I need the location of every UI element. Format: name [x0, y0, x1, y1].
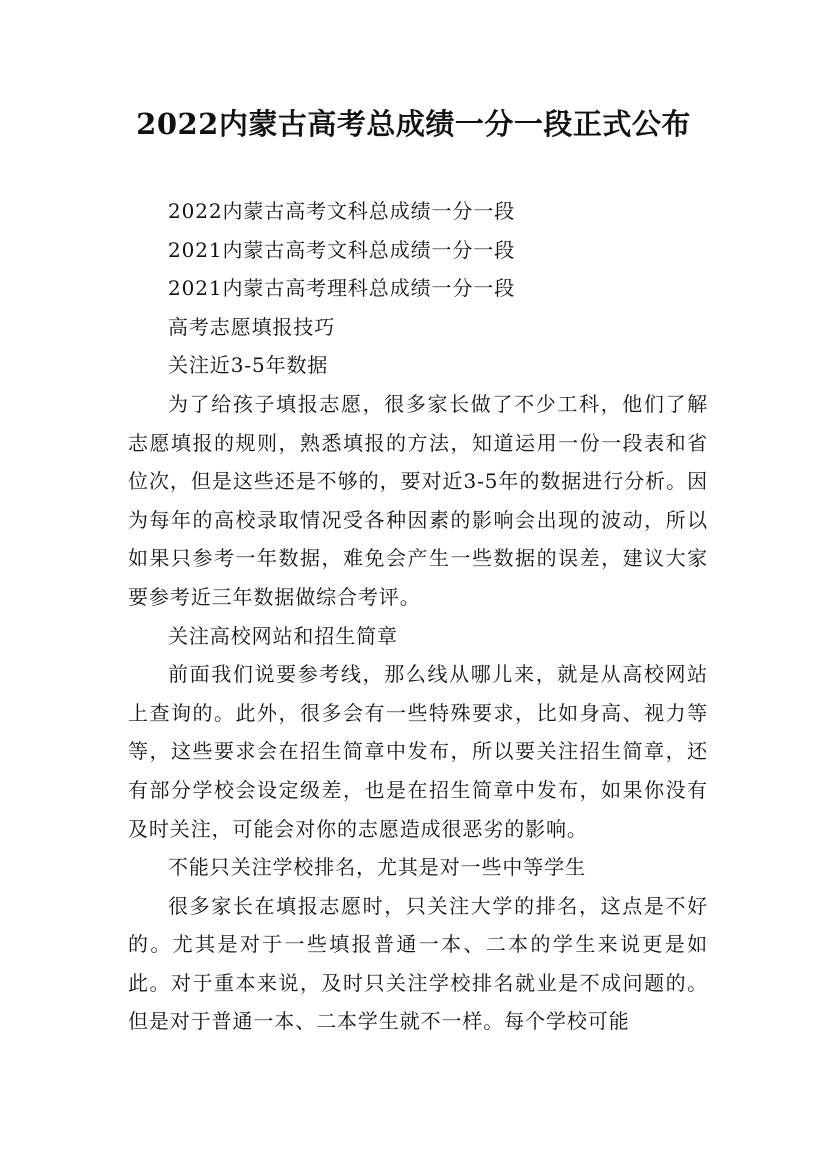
paragraph-university-websites: 前面我们说要参考线，那么线从哪儿来，就是从高校网站上查询的。此外，很多会有一些特殊要求，比如身高、视力等等，这些要求会在招生简章中发布，所以要关注招生简章，还有部分学校会设定级差，也是在招生简章中发布，如果你没有及时关注，可能会对你的志愿造成很恶劣的影响。	[128, 662, 708, 841]
document-body	[128, 192, 708, 1041]
subheading-recent-data: 关注近3-5年数据	[168, 353, 329, 378]
paragraph-link-2021-liberal-arts: 2021内蒙古高考文科总成绩一分一段	[168, 237, 516, 262]
subheading-university-websites: 关注高校网站和招生简章	[168, 623, 398, 648]
subheading-rankings: 不能只关注学校排名，尤其是对一些中等学生	[168, 855, 586, 880]
paragraph-rankings: 很多家长在填报志愿时，只关注大学的排名，这点是不好的。尤其是对于一些填报普通一本、二本的学生来说更是如此。对于重本来说，及时只关注学校排名就业是不成问题的。但是对于普通一本、二本学生就不一样。每个学校可能	[128, 893, 708, 1034]
section-heading-tips: 高考志愿填报技巧	[168, 314, 336, 339]
paragraph-link-2021-science: 2021内蒙古高考理科总成绩一分一段	[168, 276, 516, 301]
paragraph-recent-data: 为了给孩子填报志愿，很多家长做了不少工科，他们了解志愿填报的规则，熟悉填报的方法，知道运用一份一段表和省位次，但是这些还是不够的，要对近3-5年的数据进行分析。因为每年的高校录取情况受各种因素的影响会出现的波动，所以如果只参考一年数据，难免会产生一些数据的误差，建议大家要参考近三年数据做综合考评。	[128, 391, 708, 609]
document-title: 2022内蒙古高考总成绩一分一段正式公布	[136, 107, 691, 141]
paragraph-link-2022-liberal-arts: 2022内蒙古高考文科总成绩一分一段	[168, 199, 516, 223]
